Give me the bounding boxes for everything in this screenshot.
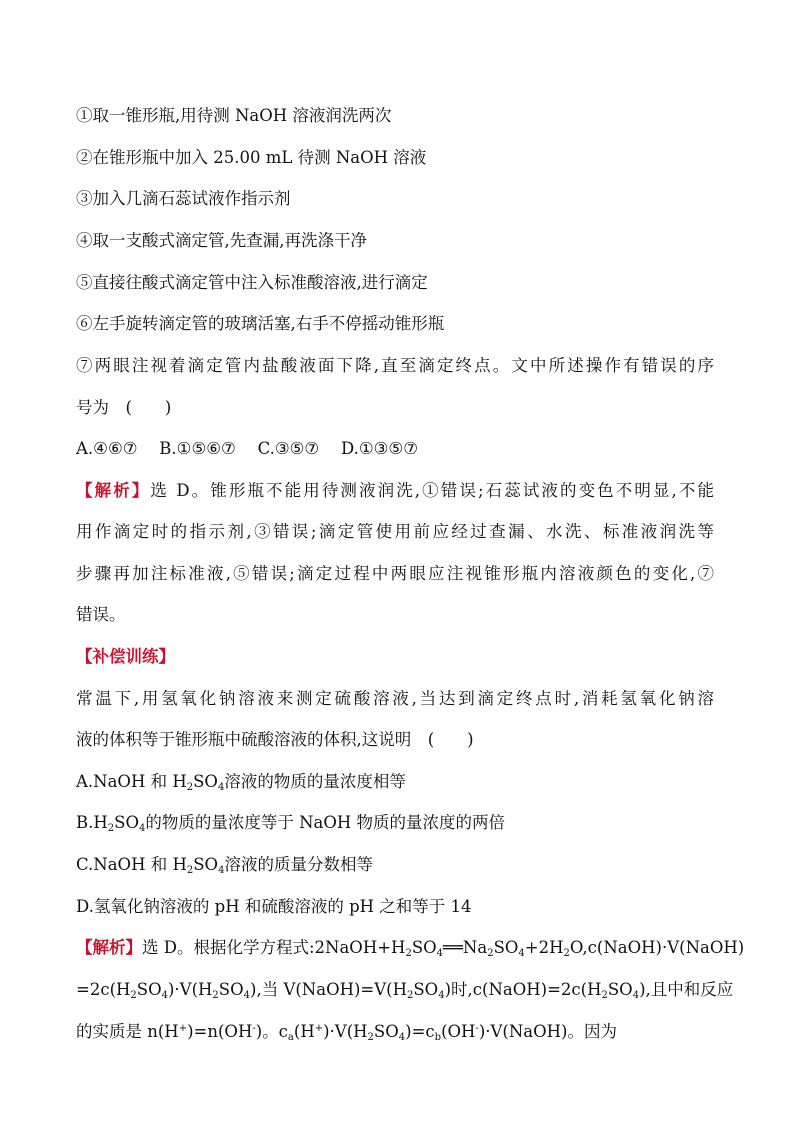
superscript: + [178,1023,188,1034]
analysis-2-text: 选 D。根据化学方程式:2NaOH+H [142,938,406,957]
formula-part: SO [607,980,633,999]
formula-part: 的实质是 n(H [76,1022,179,1041]
analysis-2-line-2 [76,979,734,1001]
formula-part: SO [373,1022,399,1041]
subscript: 4 [436,948,444,959]
subscript: a [287,1032,294,1043]
step-5: ⑤直接往酸式滴定管中注入标准酸溶液,进行滴定 [76,273,428,292]
subscript: 4 [398,1032,406,1043]
option-c-text: 溶液的质量分数相等 [224,855,373,874]
question-1-options: A.④⑥⑦ B.①⑤⑥⑦ C.③⑤⑦ D.①③⑤⑦ [76,439,419,458]
supplement-title: 【补偿训练】 [76,647,175,666]
step-6: ⑥左手旋转滴定管的玻璃活塞,右手不停摇动锥形瓶 [76,314,445,333]
formula-part: SO [114,813,139,832]
formula-part: (H [293,1022,315,1041]
subscript: 2 [186,865,194,876]
formula-part: )·V(NaOH)。因为 [478,1022,617,1041]
analysis-1-line-3: 步骤再加注标准液,⑤错误;滴定过程中两眼应注视锥形瓶内溶液颜色的变化,⑦ [76,564,714,583]
formula-part: SO [193,772,218,791]
subscript: 4 [161,990,168,1001]
subscript: 2 [130,990,137,1001]
subscript: 4 [217,782,225,793]
subscript: 2 [186,782,194,793]
step-3: ③加入几滴石蕊试液作指示剂 [76,189,291,208]
formula-part: SO [218,980,244,999]
option-b-text: B.H [76,813,108,832]
subscript: 4 [438,990,445,1001]
subscript: 2 [367,1032,374,1043]
option-b-text: 的物质的量浓度等于 NaOH 物质的量浓度的两倍 [145,813,506,832]
subscript: 2 [107,823,115,834]
subscript: 4 [218,865,225,876]
step-2: ②在锥形瓶中加入 25.00 mL 待测 NaOH 溶液 [76,148,427,167]
subscript: 2 [407,990,414,1001]
formula-part: )=n(OH [187,1022,253,1041]
option-c [76,854,373,876]
subscript: 2 [601,990,608,1001]
superscript: - [475,1023,479,1034]
option-a-text: 溶液的物质的量浓度相等 [224,772,406,791]
subscript: 2 [563,948,570,959]
formula-part: Na [462,938,488,957]
analysis-1-text: 选 D。锥形瓶不能用待测液润洗,①错误;石蕊试液的变色不明显,不能 [150,481,714,500]
formula-part: SO [411,938,437,957]
subscript: 4 [518,948,525,959]
formula-part: )·V(H [323,1022,368,1041]
analysis-tag: 【解析】 [76,481,151,500]
superscript: + [314,1023,324,1034]
formula-part: SO [493,938,519,957]
step-4: ④取一支酸式滴定管,先查漏,再洗涤干净 [76,231,367,250]
option-a-text: A.NaOH 和 H [76,772,187,791]
subscript: 4 [138,823,146,834]
step-7: ⑦两眼注视着滴定管内盐酸液面下降,直至滴定终点。文中所述操作有错误的序 [76,356,714,375]
analysis-1-line-4: 错误。 [76,605,126,624]
formula-part: SO [193,855,219,874]
subscript: 2 [487,948,494,959]
analysis-1-line-1 [76,480,714,502]
question-2-stem-line-2: 液的体积等于锥形瓶中硫酸溶液的体积,这说明 ( ) [76,730,474,749]
formula-part: O,c(NaOH)·V(NaOH) [569,938,745,957]
analysis-tag: 【解析】 [76,938,142,957]
formula-part: )。c [255,1022,288,1041]
subscript: 2 [405,948,412,959]
formula-part: =2c(H [76,980,131,999]
subscript: 4 [243,990,251,1001]
formula-part: ),且中和反应 [639,980,734,999]
formula-part: SO [413,980,439,999]
option-d: D.氢氧化钠溶液的 pH 和硫酸溶液的 pH 之和等于 14 [76,897,472,916]
formula-part: )=c [405,1022,435,1041]
formula-part: ),当 V(NaOH)=V(H [250,980,407,999]
option-a [76,771,406,793]
formula-part: )·V(H [167,980,213,999]
reaction-arrow: ══ [443,938,463,957]
analysis-1-line-2: 用作滴定时的指示剂,③错误;滴定管使用前应经过查漏、水洗、标准液润洗等 [76,522,714,541]
superscript: - [252,1023,256,1034]
analysis-2-line-1 [76,937,745,959]
formula-part: (OH [441,1022,476,1041]
formula-part: +2H [524,938,564,957]
option-c-text: C.NaOH 和 H [76,855,187,874]
analysis-2-line-3 [76,1021,617,1043]
step-1: ①取一锥形瓶,用待测 NaOH 溶液润洗两次 [76,106,392,125]
question-1-stem: 号为 ( ) [76,398,172,417]
option-b [76,812,505,834]
question-2-stem-line-1: 常温下,用氢氧化钠溶液来测定硫酸溶液,当达到滴定终点时,消耗氢氧化钠溶 [76,689,714,708]
formula-part: SO [136,980,162,999]
subscript: b [434,1032,442,1043]
subscript: 4 [632,990,640,1001]
formula-part: )时,c(NaOH)=2c(H [444,980,602,999]
subscript: 2 [212,990,219,1001]
